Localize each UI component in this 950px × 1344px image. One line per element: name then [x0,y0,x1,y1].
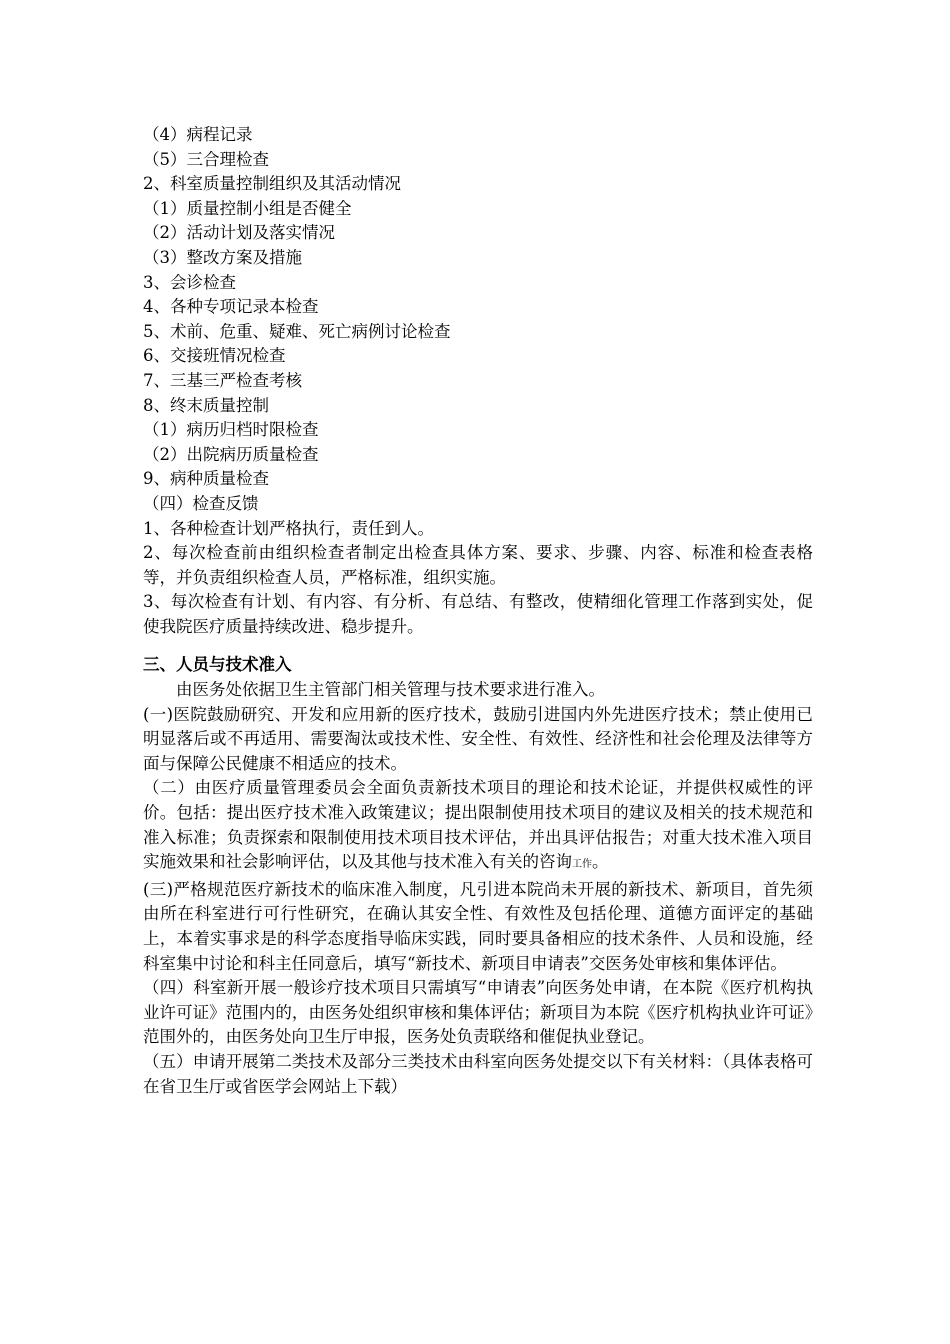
list-item: 5、术前、危重、疑难、死亡病例讨论检查 [143,321,451,341]
list-item: （4）病程记录 [143,125,253,144]
list-item: （2）出院病历质量检查 [143,444,319,464]
paragraph-1: (一)医院鼓励研究、开发和应用新的医疗技术，鼓励引进国内外先进医疗技术；禁止使用已明显落后或不再适用、需要淘汰或技术性、安全性、有效性、经济性和社会伦理及法律等方面与保障公民健康不相适应的技术。 [143,704,813,773]
subsection-heading: （四）检查反馈 [143,493,259,513]
paragraph-4: （四）科室新开展一般诊疗技术项目只需填写“申请表”向医务处申请，在本院《医疗机构执业许可证》范围内的，由医务处组织审核和集体评估；新项目为本院《医疗机构执业许可证》范围外的，由医务处向卫生厅申报，医务处负责联络和催促执业登记。 [143,978,813,1047]
list-item: （3）整改方案及措施 [143,247,302,267]
list-item: 8、终末质量控制 [143,395,269,415]
list-item: （2）活动计划及落实情况 [143,223,335,243]
paragraph-5: （五）申请开展第二类技术及部分三类技术由科室向医务处提交以下有关材料：（具体表格可在省卫生厅或省医学会网站上下载） [143,1051,813,1096]
list-item: （1）质量控制小组是否健全 [143,198,352,218]
paragraph-3: (三)严格规范医疗新技术的临床准入制度，凡引进本院尚未开展的新技术、新项目，首先须由所在科室进行可行性研究，在确认其安全性、有效性及包括伦理、道德方面评定的基础上，本着实事求是的科学态度指导临床实践，同时要具备相应的技术条件、人员和设施，经科室集中讨论和科主任同意后，填写“新技术、新项目申请表”交医务处审核和集体评估。 [143,879,813,973]
paragraph-2-small-text: 工作 [572,859,592,871]
feedback-paragraph-1: 1、各种检查计划严格执行，责任到人。 [143,518,434,538]
list-item: 4、各种专项记录本检查 [143,297,319,317]
list-item: （1）病历归档时限检查 [143,420,319,440]
list-item: 2、科室质量控制组织及其活动情况 [143,174,401,194]
paragraph-2-end: 。 [592,852,609,872]
document-page [143,123,813,1099]
section-heading: 三、人员与技术准入 [143,655,292,675]
list-item: 6、交接班情况检查 [143,346,286,366]
list-item: 3、会诊检查 [143,272,236,292]
list-item: （5）三合理检查 [143,149,269,169]
feedback-paragraph-2: 2、每次检查前由组织检查者制定出检查具体方案、要求、步骤、内容、标准和检查表格等，并负责组织检查人员，严格标准，组织实施。 [143,543,813,587]
feedback-paragraph-3: 3、每次检查有计划、有内容、有分析、有总结、有整改，使精细化管理工作落到实处，促使我院医疗质量持续改进、稳步提升。 [143,592,813,636]
list-item: 7、三基三严检查考核 [143,370,302,390]
paragraph-2 [143,776,813,877]
paragraph-2-text: （二）由医疗质量管理委员会全面负责新技术项目的理论和技术论证，并提供权威性的评价。包括：提出医疗技术准入政策建议；提出限制使用技术项目的建议及相关的技术规范和准入标准；负责探索和限制使用技术项目技术评估，并出具评估报告；对重大技术准入项目实施效果和社会影响评估，以及其他与技术准入有关的咨询 [143,778,813,872]
section-intro: 由医务处依据卫生主管部门相关管理与技术要求进行准入。 [176,680,605,700]
list-item: 9、病种质量检查 [143,469,269,489]
